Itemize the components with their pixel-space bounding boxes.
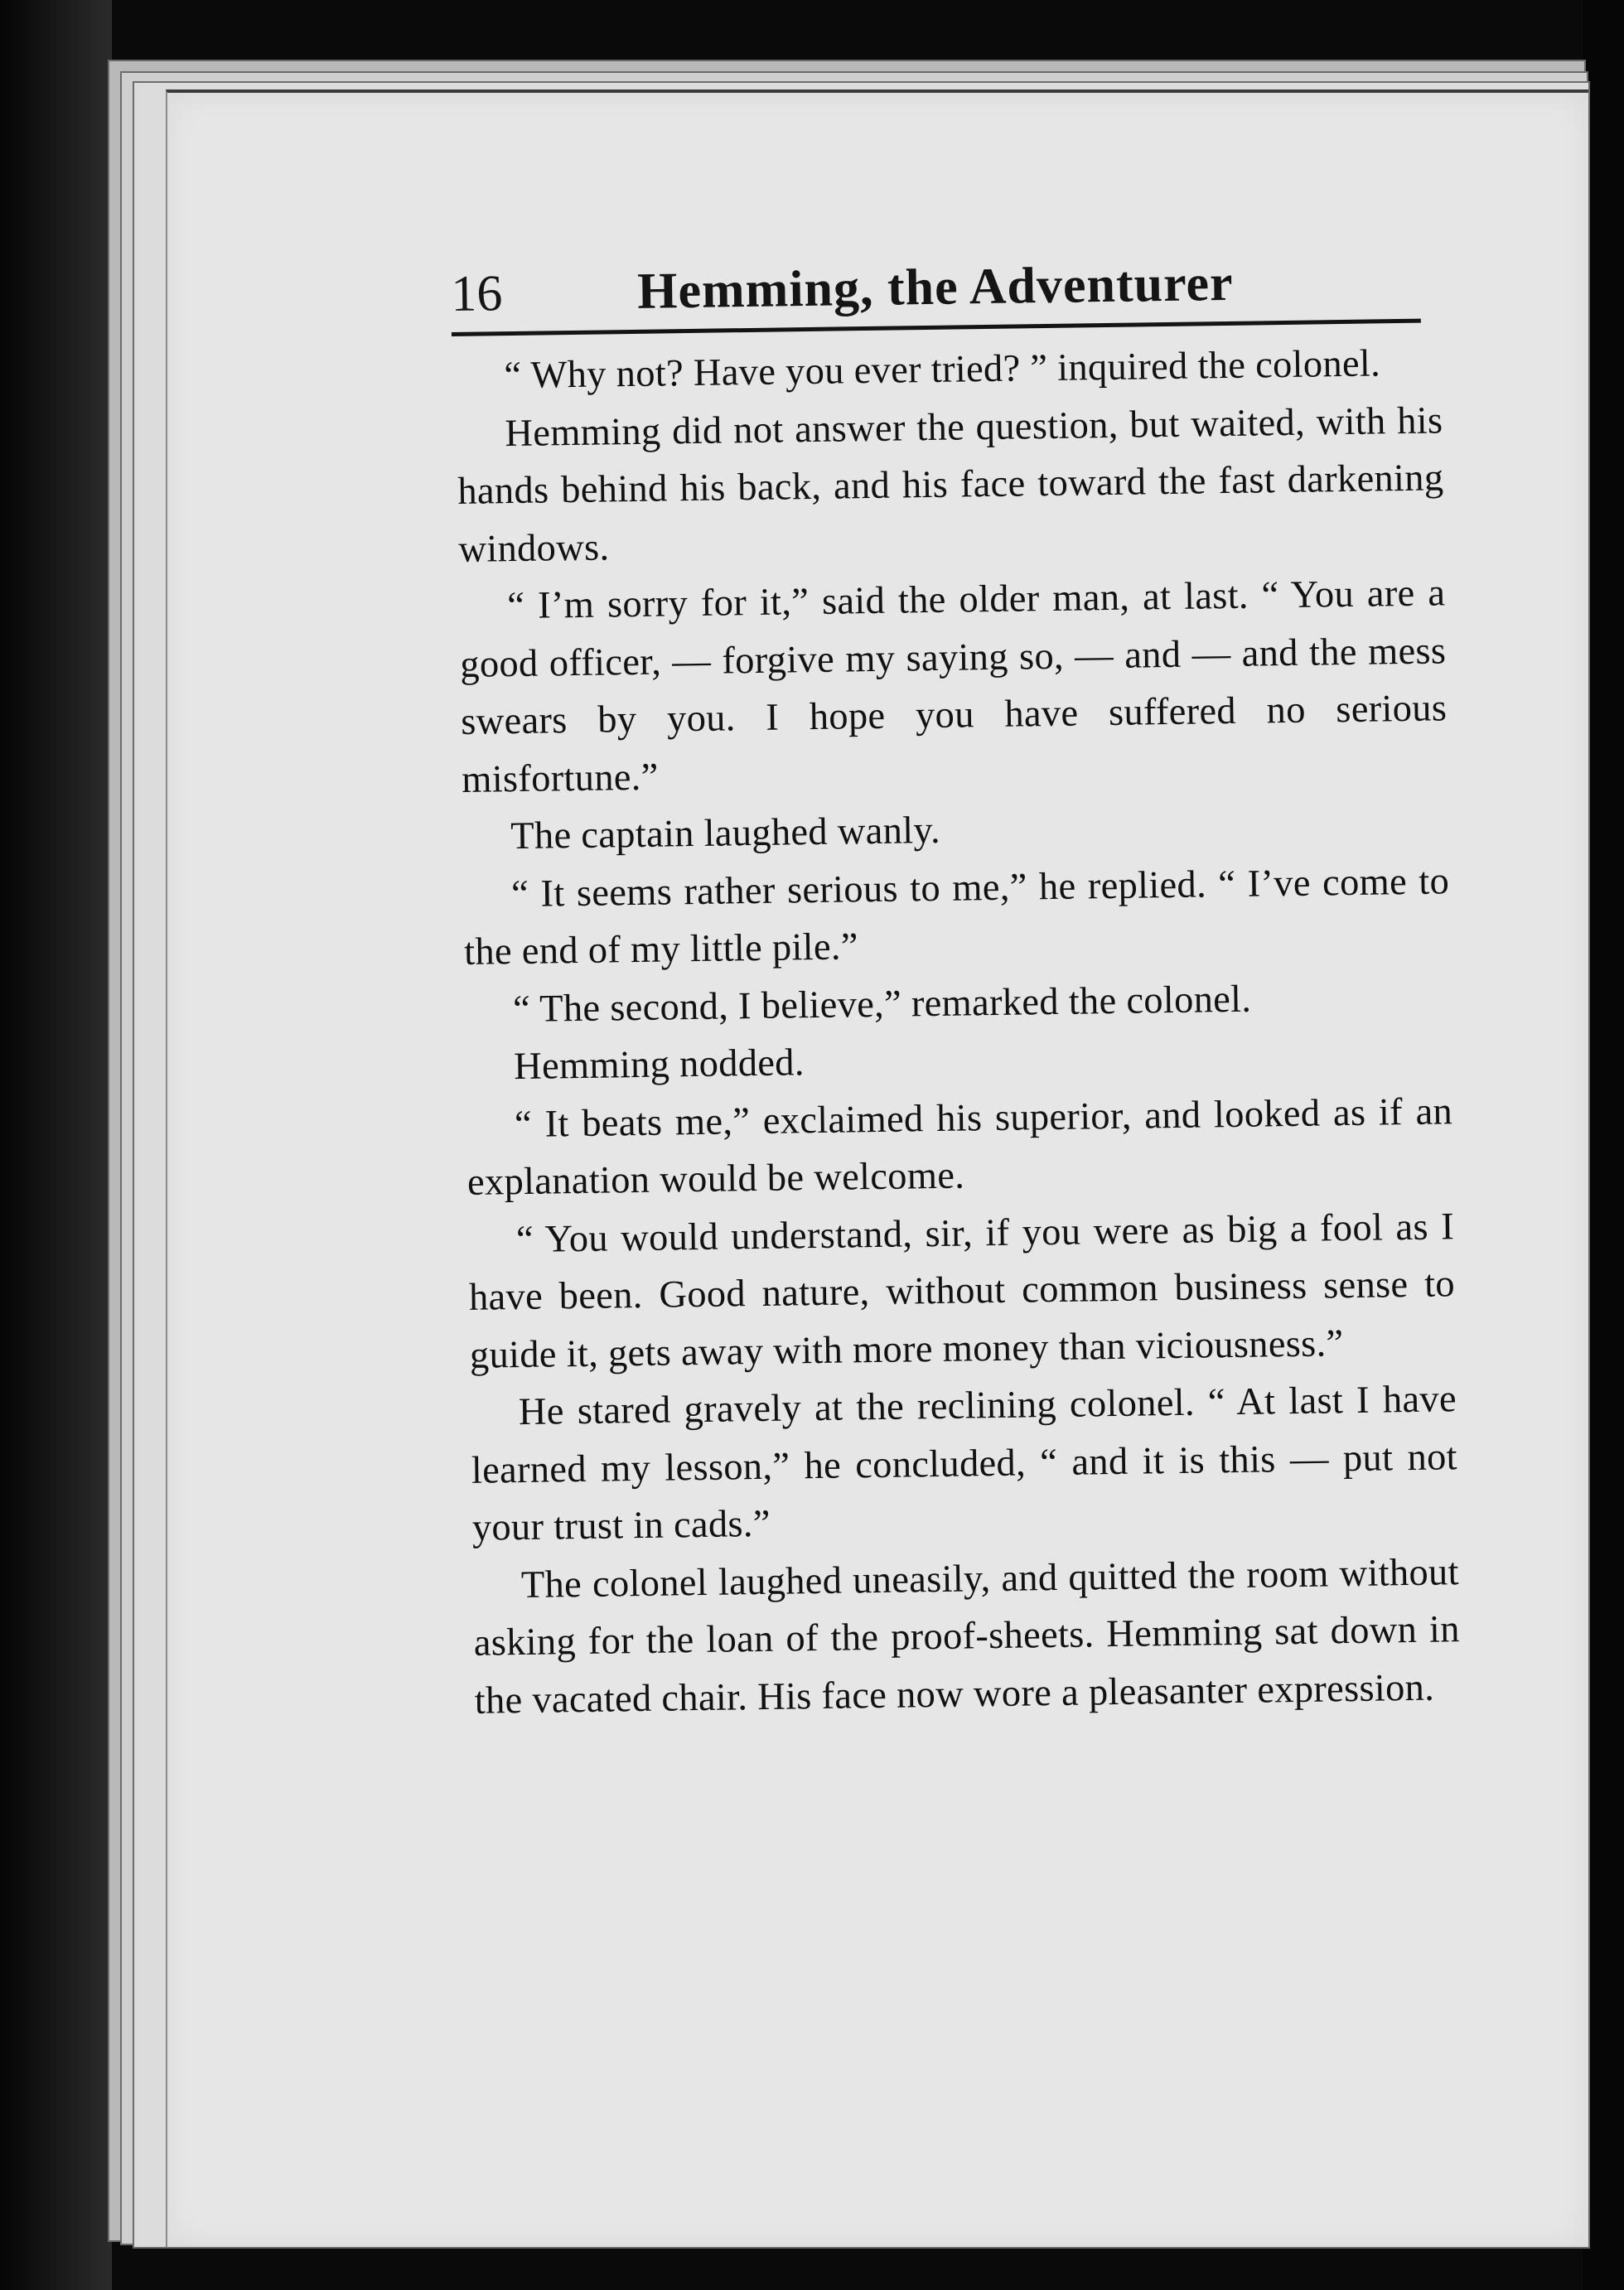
paragraph: “ I’m sorry for it,” said the older man, at last. “ You are a good officer, — forgive my saying so, — and — and the mess swears by you. I hope you have suffered no serious misfortune.”	[459, 572, 1448, 801]
paragraph: The colonel laughed uneasily, and quitted the room without asking for the loan of the proof-sheets. Hemming sat down in the vacated chair. His face now wore a pleasanter expression.	[473, 1550, 1461, 1722]
page-number: 16	[450, 265, 503, 323]
paragraph: “ It seems rather serious to me,” he replied. “ I’ve come to the end of my little pile.”	[463, 859, 1450, 973]
paragraph: The captain laughed wanly.	[510, 809, 941, 858]
microfilm-left-margin	[0, 0, 112, 2290]
paragraph: “ You would understand, sir, if you were as big a fool as I have been. Good nature, without common business sense to guide it, gets away with more money than viciousness.”	[468, 1205, 1456, 1377]
paragraph: “ It beats me,” exclaimed his superior, and looked as if an explanation would be welcome.	[466, 1089, 1453, 1204]
paragraph: “ Why not? Have you ever tried? ” inquired the colonel.	[504, 342, 1381, 398]
body-text	[456, 334, 1461, 1729]
running-head	[451, 239, 1421, 336]
paragraph: “ The second, I believe,” remarked the colonel.	[512, 978, 1252, 1031]
paragraph: He stared gravely at the reclining colonel. “ At last I have learned my lesson,” he concluded, “ and it is this — put not your trust in cads.”	[471, 1378, 1458, 1549]
paragraph: Hemming did not answer the question, but waited, with his hands behind his back, and his face toward the fast darkening windows.	[457, 399, 1444, 571]
running-title: Hemming, the Adventurer	[636, 254, 1234, 320]
paragraph: Hemming nodded.	[513, 1041, 805, 1089]
